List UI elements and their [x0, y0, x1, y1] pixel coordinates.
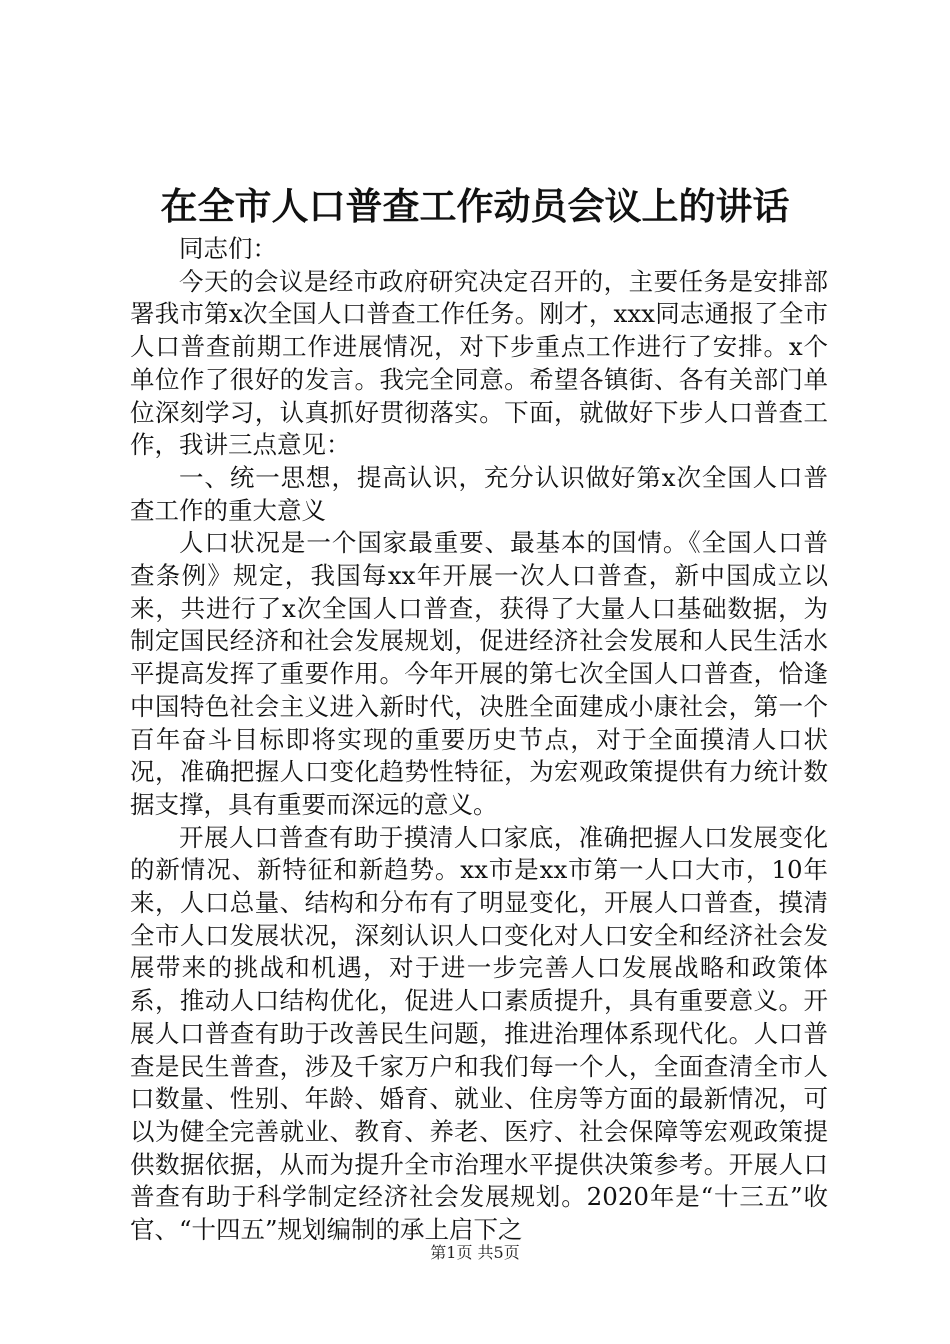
page-number-footer: 第1页 共5页	[430, 1243, 520, 1262]
section-heading-paragraph: 一、统一思想，提高认识，充分认识做好第x次全国人口普查工作的重大意义	[130, 462, 828, 525]
body-paragraph: 人口状况是一个国家最重要、最基本的国情。《全国人口普查条例》规定，我国每xx年开展一次人口普查，新中国成立以来，共进行了x次全国人口普查，获得了大量人口基础数据，为制定国民经济和社会发展规划，促进经济社会发展和人民生活水平提高发挥了重要作用。今年开展的第七次全国人口普查，恰逢中国特色社会主义进入新时代，决胜全面建成小康社会，第一个百年奋斗目标即将实现的重要历史节点，对于全面摸清人口状况，准确把握人口变化趋势性特征，为宏观政策提供有力统计数据支撑，具有重要而深远的意义。	[130, 528, 828, 819]
document-body	[130, 233, 828, 1247]
document-title: 在全市人口普查工作动员会议上的讲话	[160, 184, 790, 228]
body-paragraph: 今天的会议是经市政府研究决定召开的，主要任务是安排部署我市第x次全国人口普查工作任务。刚才，xxx同志通报了全市人口普查前期工作进展情况，对下步重点工作进行了安排。x个单位作了很好的发言。我完全同意。希望各镇街、各有关部门单位深刻学习，认真抓好贯彻落实。下面，就做好下步人口普查工作，我讲三点意见：	[130, 266, 828, 460]
body-paragraph: 开展人口普查有助于摸清人口家底，准确把握人口发展变化的新情况、新特征和新趋势。xx市是xx市第一人口大市，10年来，人口总量、结构和分布有了明显变化，开展人口普查，摸清全市人口发展状况，深刻认识人口变化对人口安全和经济社会发展带来的挑战和机遇，对于进一步完善人口发展战略和政策体系，推动人口结构优化，促进人口素质提升，具有重要意义。开展人口普查有助于改善民生问题，推进治理体系现代化。人口普查是民生普查，涉及千家万户和我们每一个人，全面查清全市人口数量、性别、年龄、婚育、就业、住房等方面的最新情况，可以为健全完善就业、教育、养老、医疗、社会保障等宏观政策提供数据依据，从而为提升全市治理水平提供决策参考。开展人口普查有助于科学制定经济社会发展规划。2020年是“十三五”收官、“十四五”规划编制的承上启下之	[130, 822, 828, 1245]
salutation-paragraph: 同志们：	[179, 234, 277, 263]
